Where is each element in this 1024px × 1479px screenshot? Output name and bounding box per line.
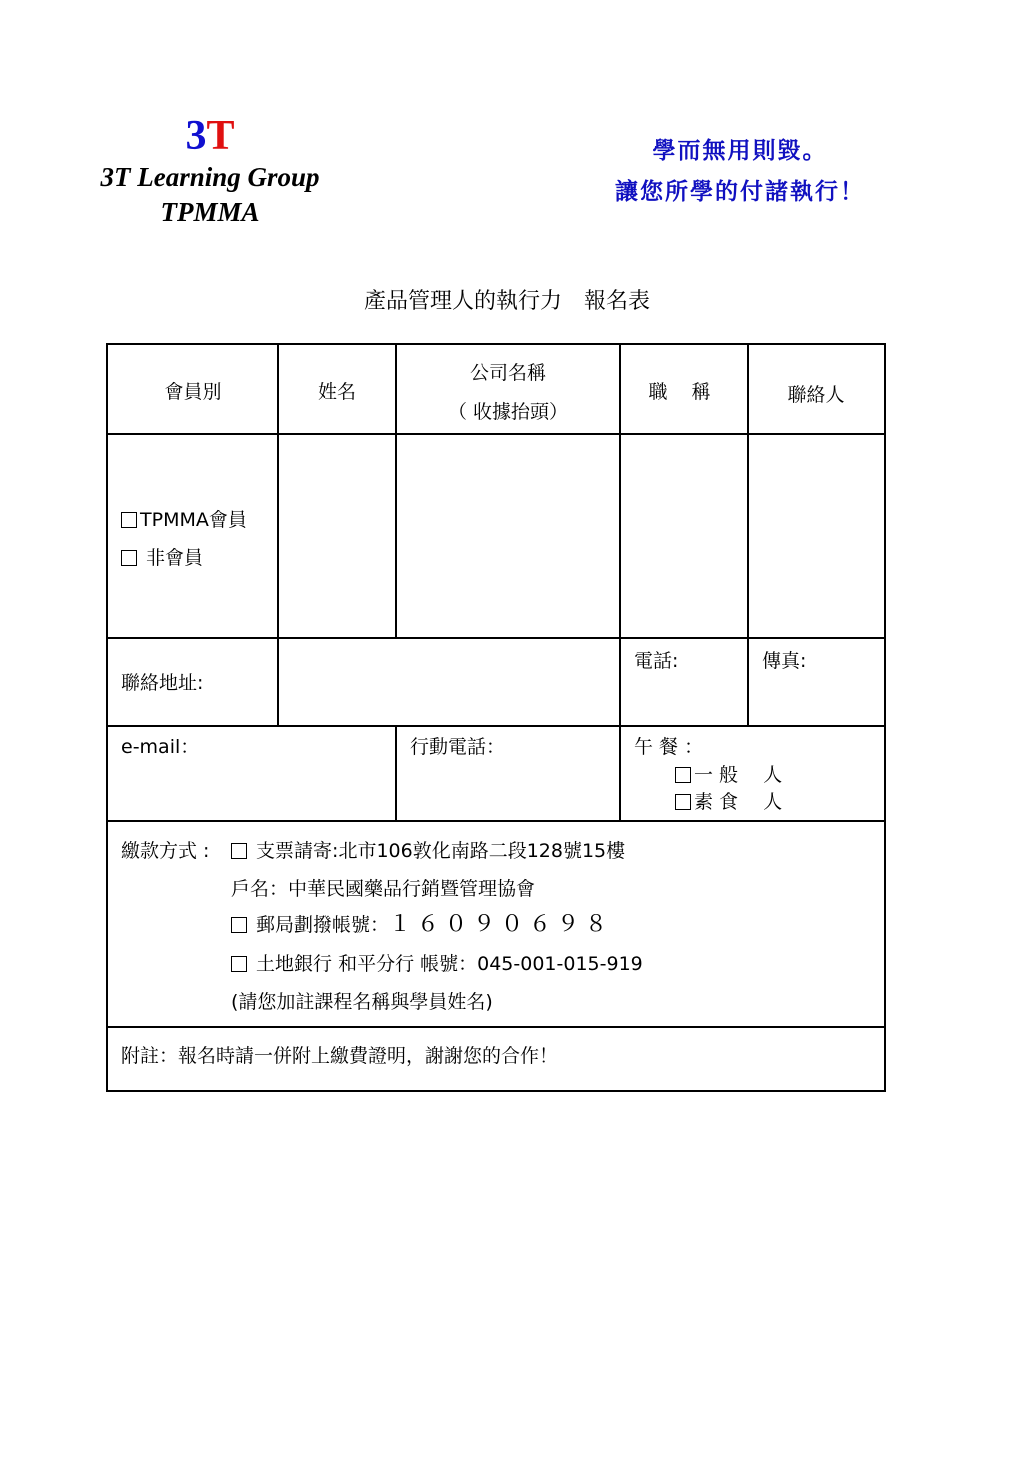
logo-digit: 3 — [185, 113, 207, 159]
payment-check-text: 支票請寄:北市106敦化南路二段128號15樓 — [250, 840, 626, 862]
motto-line-2: 讓您所學的付諸執行！ — [615, 178, 865, 205]
row-divider — [108, 637, 884, 639]
header-name: 姓名 — [317, 381, 356, 403]
member-option-label: 非會員 — [140, 547, 204, 569]
row-divider — [108, 433, 884, 435]
payment-check[interactable] — [231, 839, 625, 863]
lunch-regular[interactable] — [675, 763, 782, 787]
lunch-vegetarian-label: 素 食 人 — [694, 791, 783, 813]
payment-label: 繳款方式 : — [121, 840, 210, 862]
fax-label: 傳真: — [762, 650, 807, 672]
member-option-tpmma[interactable] — [121, 508, 247, 532]
payment-note: (請您加註課程名稱與學員姓名) — [231, 991, 493, 1013]
payment-postal-label: 郵局劃撥帳號： — [250, 914, 390, 936]
email-label: e-mail： — [121, 736, 200, 758]
postal-account-number: １６０９０６９８ — [389, 912, 614, 937]
3t-logo — [60, 112, 360, 160]
header-company-note: （ 收據抬頭） — [447, 401, 569, 423]
col-divider — [395, 725, 397, 821]
logo-letter: T — [206, 113, 235, 159]
phone-label: 電話: — [634, 650, 679, 672]
footnote: 附註：報名時請一併附上繳費證明，謝謝您的合作！ — [121, 1045, 559, 1067]
payment-postal[interactable] — [231, 913, 613, 937]
checkbox[interactable] — [121, 512, 137, 528]
member-option-label: TPMMA會員 — [140, 509, 247, 531]
mobile-label: 行動電話： — [410, 736, 506, 758]
header-member-type: 會員別 — [164, 381, 222, 403]
form-title: 產品管理人的執行力 報名表 — [363, 289, 650, 314]
row-divider — [108, 1026, 884, 1028]
member-option-non-member[interactable] — [121, 546, 203, 570]
logo-block — [60, 112, 360, 230]
payment-bank-text: 土地銀行 和平分行 帳號：045-001-015-919 — [250, 953, 643, 975]
payment-account-name: 戶名：中華民國藥品行銷暨管理協會 — [231, 878, 536, 900]
lunch-vegetarian[interactable] — [675, 790, 782, 814]
lunch-regular-label: 一 般 人 — [694, 764, 783, 786]
checkbox[interactable] — [675, 767, 691, 783]
motto-line-1: 學而無用則毀。 — [652, 137, 828, 164]
row-divider — [108, 820, 884, 822]
group-name: 3T Learning Group — [100, 162, 320, 192]
header-company: 公司名稱 — [469, 362, 546, 384]
row-divider — [108, 725, 884, 727]
association-name: TPMMA — [160, 197, 260, 227]
checkbox[interactable] — [675, 794, 691, 810]
checkbox[interactable] — [231, 917, 247, 933]
payment-bank[interactable] — [231, 952, 643, 976]
registration-form — [106, 343, 886, 1092]
lunch-label: 午 餐 ： — [634, 736, 704, 758]
checkbox[interactable] — [121, 550, 137, 566]
header-contact: 聯絡人 — [787, 384, 845, 406]
address-label: 聯絡地址: — [121, 672, 204, 694]
motto — [560, 130, 920, 212]
checkbox[interactable] — [231, 956, 247, 972]
checkbox[interactable] — [231, 843, 247, 859]
header-job-title: 職 稱 — [648, 381, 720, 403]
